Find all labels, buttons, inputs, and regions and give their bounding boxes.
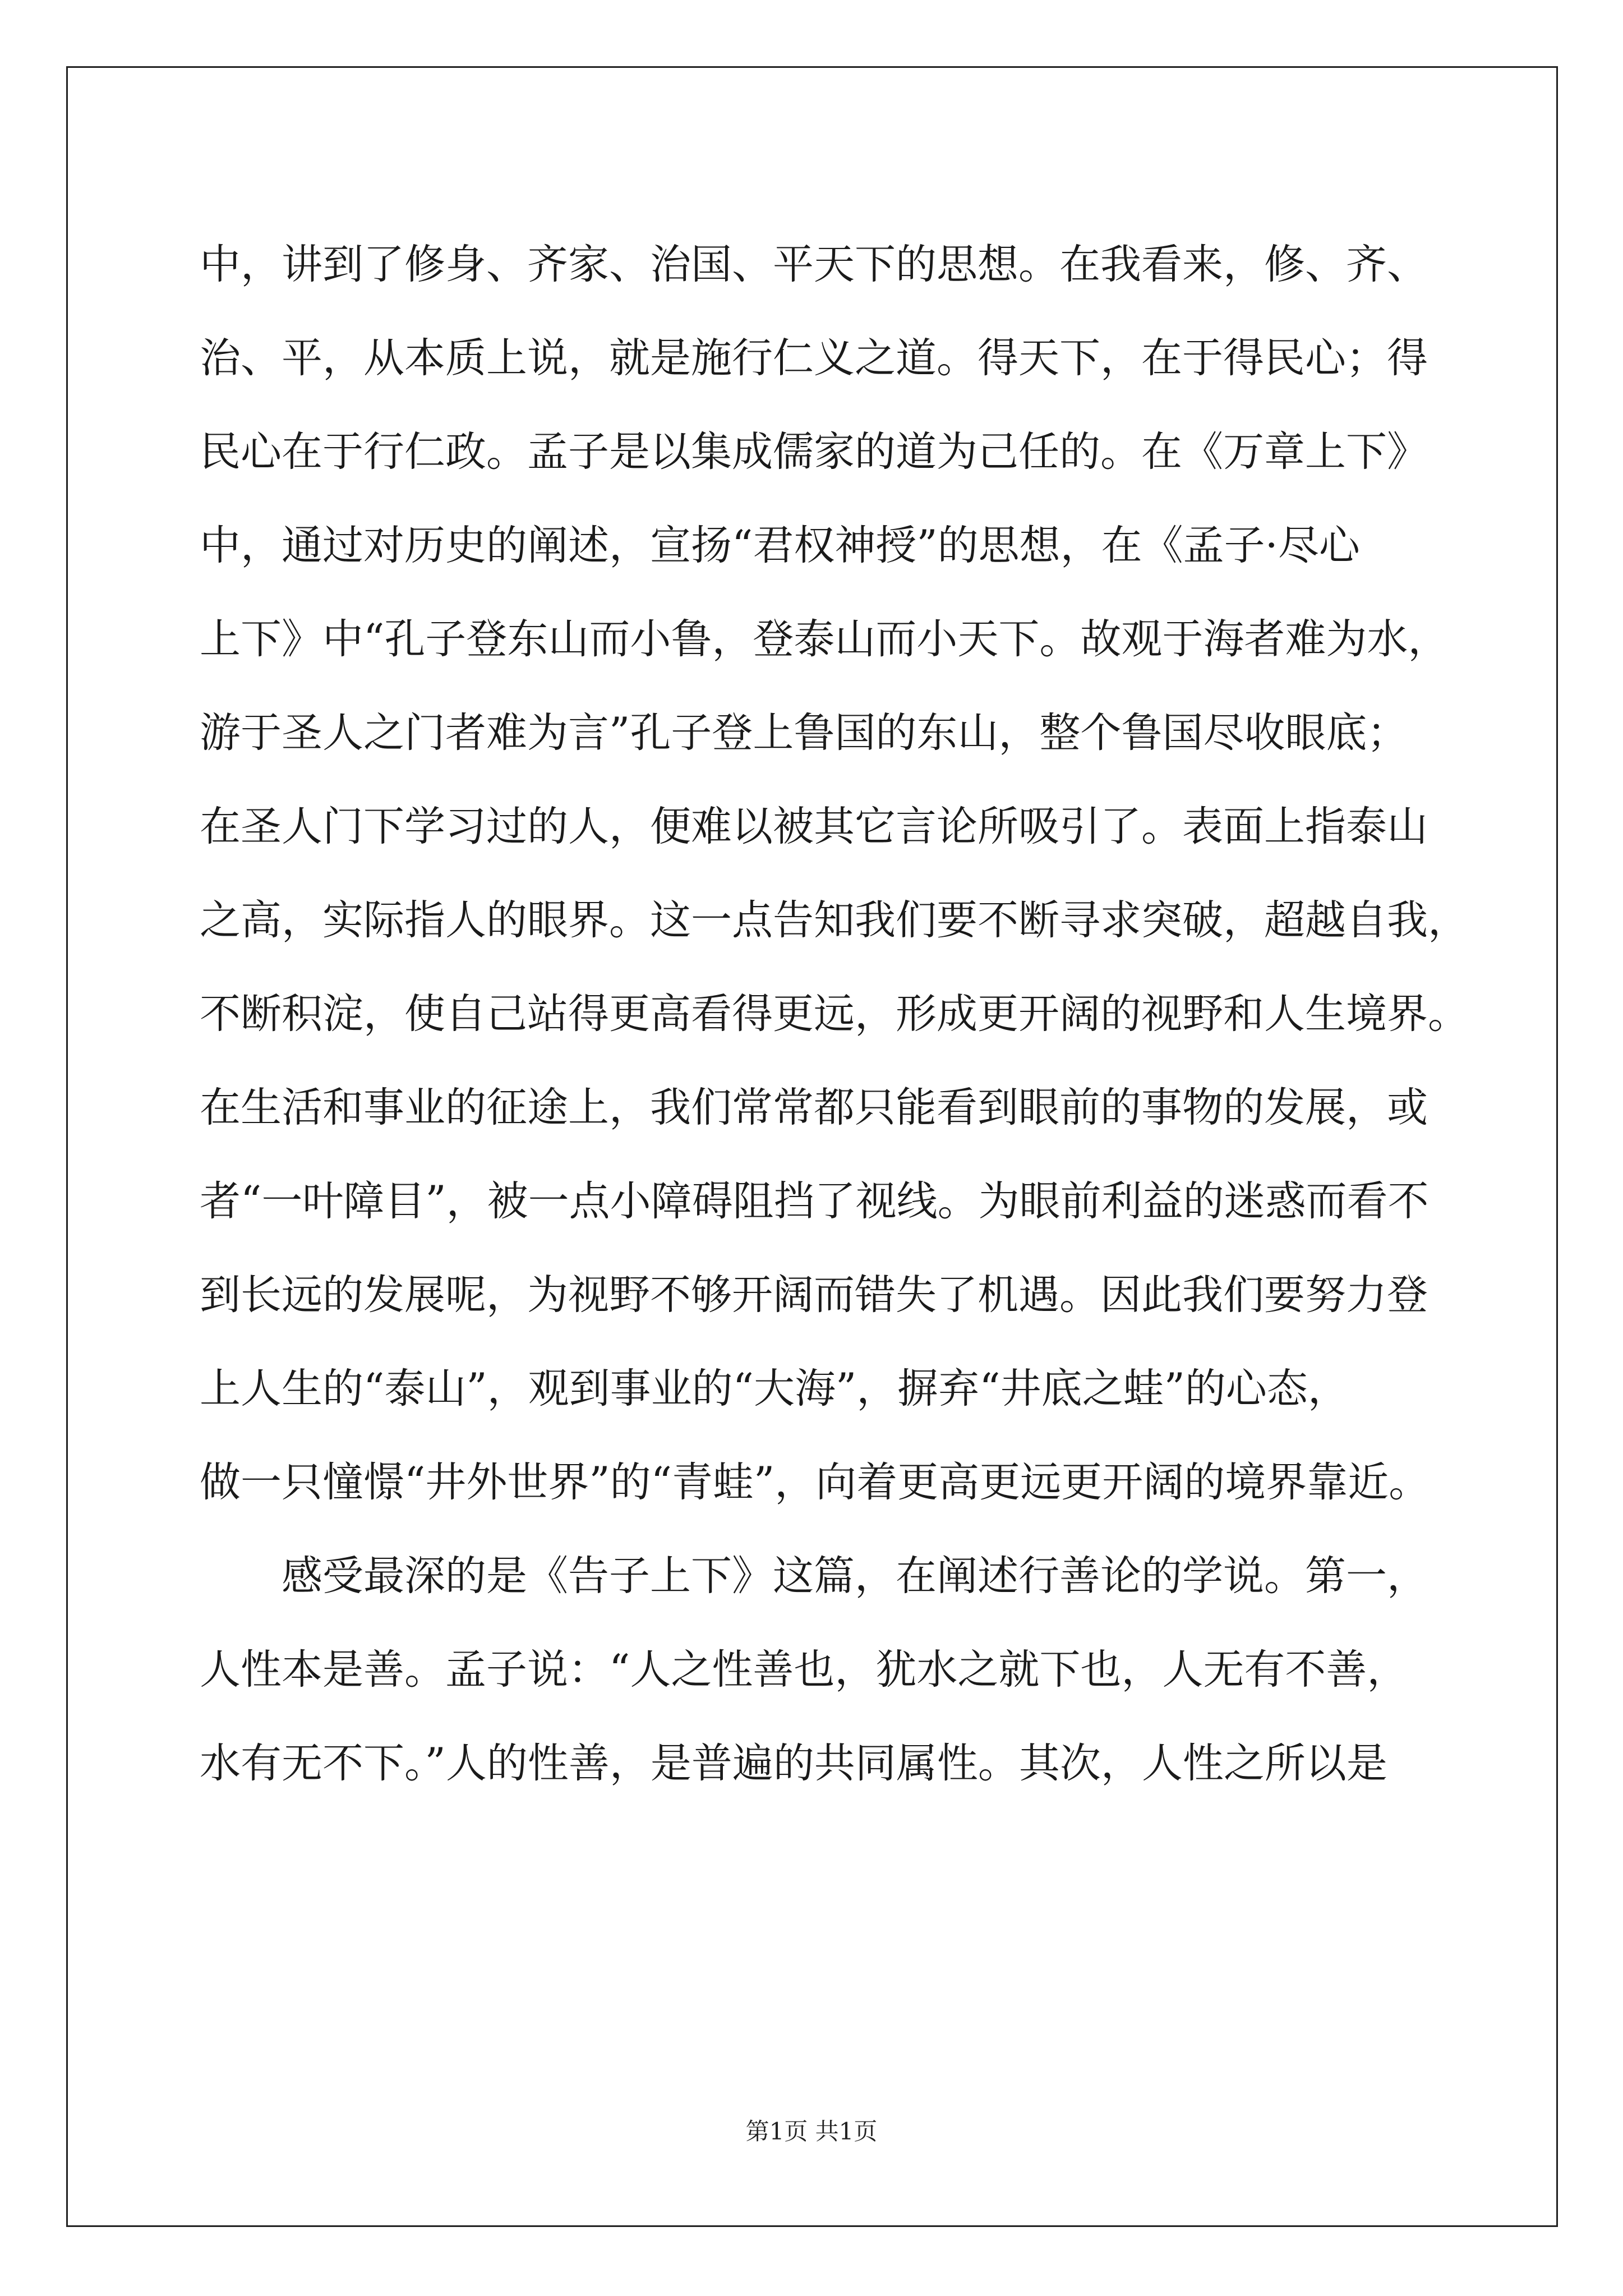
text-line: 治、平，从本质上说，就是施行仁义之道。得天下，在于得民心；得 [200,334,1428,382]
text-line: 之高，实际指人的眼界。这一点告知我们要不断寻求突破，超越自我， [200,896,1469,944]
text-line: 不断积淀，使自己站得更高看得更远，形成更开阔的视野和人生境界。 [200,990,1469,1038]
text-line: 上下》中“孔子登东山而小鲁，登泰山而小天下。故观于海者难为水， [200,615,1449,663]
text-line: 者“一叶障目”，被一点小障碍阻挡了视线。为眼前利益的迷惑而看不 [200,1177,1429,1225]
text-line: 水有无不下。”人的性善，是普遍的共同属性。其次，人性之所以是 [200,1740,1387,1787]
text-line: 在生活和事业的征途上，我们常常都只能看到眼前的事物的发展，或 [200,1084,1428,1131]
text-line: 做一只憧憬“井外世界”的“青蛙”，向着更高更远更开阔的境界靠近。 [200,1458,1430,1506]
text-line: 上人生的“泰山”，观到事业的“大海”，摒弃“井底之蛙”的心态， [200,1365,1349,1412]
document-body [200,218,1469,1810]
page-footer: 第1页 共1页 [745,2118,878,2145]
text-line-paragraph-start: 感受最深的是《告子上下》这篇，在阐述行善论的学说。第一， [282,1552,1428,1600]
text-line: 中，通过对历史的阐述，宣扬“君权神授”的思想，在《孟子·尽心 [200,522,1360,569]
text-line: 在圣人门下学习过的人，便难以被其它言论所吸引了。表面上指泰山 [200,803,1428,850]
text-line: 到长远的发展呢，为视野不够开阔而错失了机遇。因此我们要努力登 [200,1271,1428,1319]
text-line: 中，讲到了修身、齐家、治国、平天下的思想。在我看来，修、齐、 [200,241,1428,288]
text-line: 民心在于行仁政。孟子是以集成儒家的道为己任的。在《万章上下》 [200,428,1428,476]
text-line: 人性本是善。孟子说：“人之性善也，犹水之就下也，人无有不善， [200,1646,1408,1694]
text-line: 游于圣人之门者难为言”孔子登上鲁国的东山，整个鲁国尽收眼底； [200,709,1408,757]
